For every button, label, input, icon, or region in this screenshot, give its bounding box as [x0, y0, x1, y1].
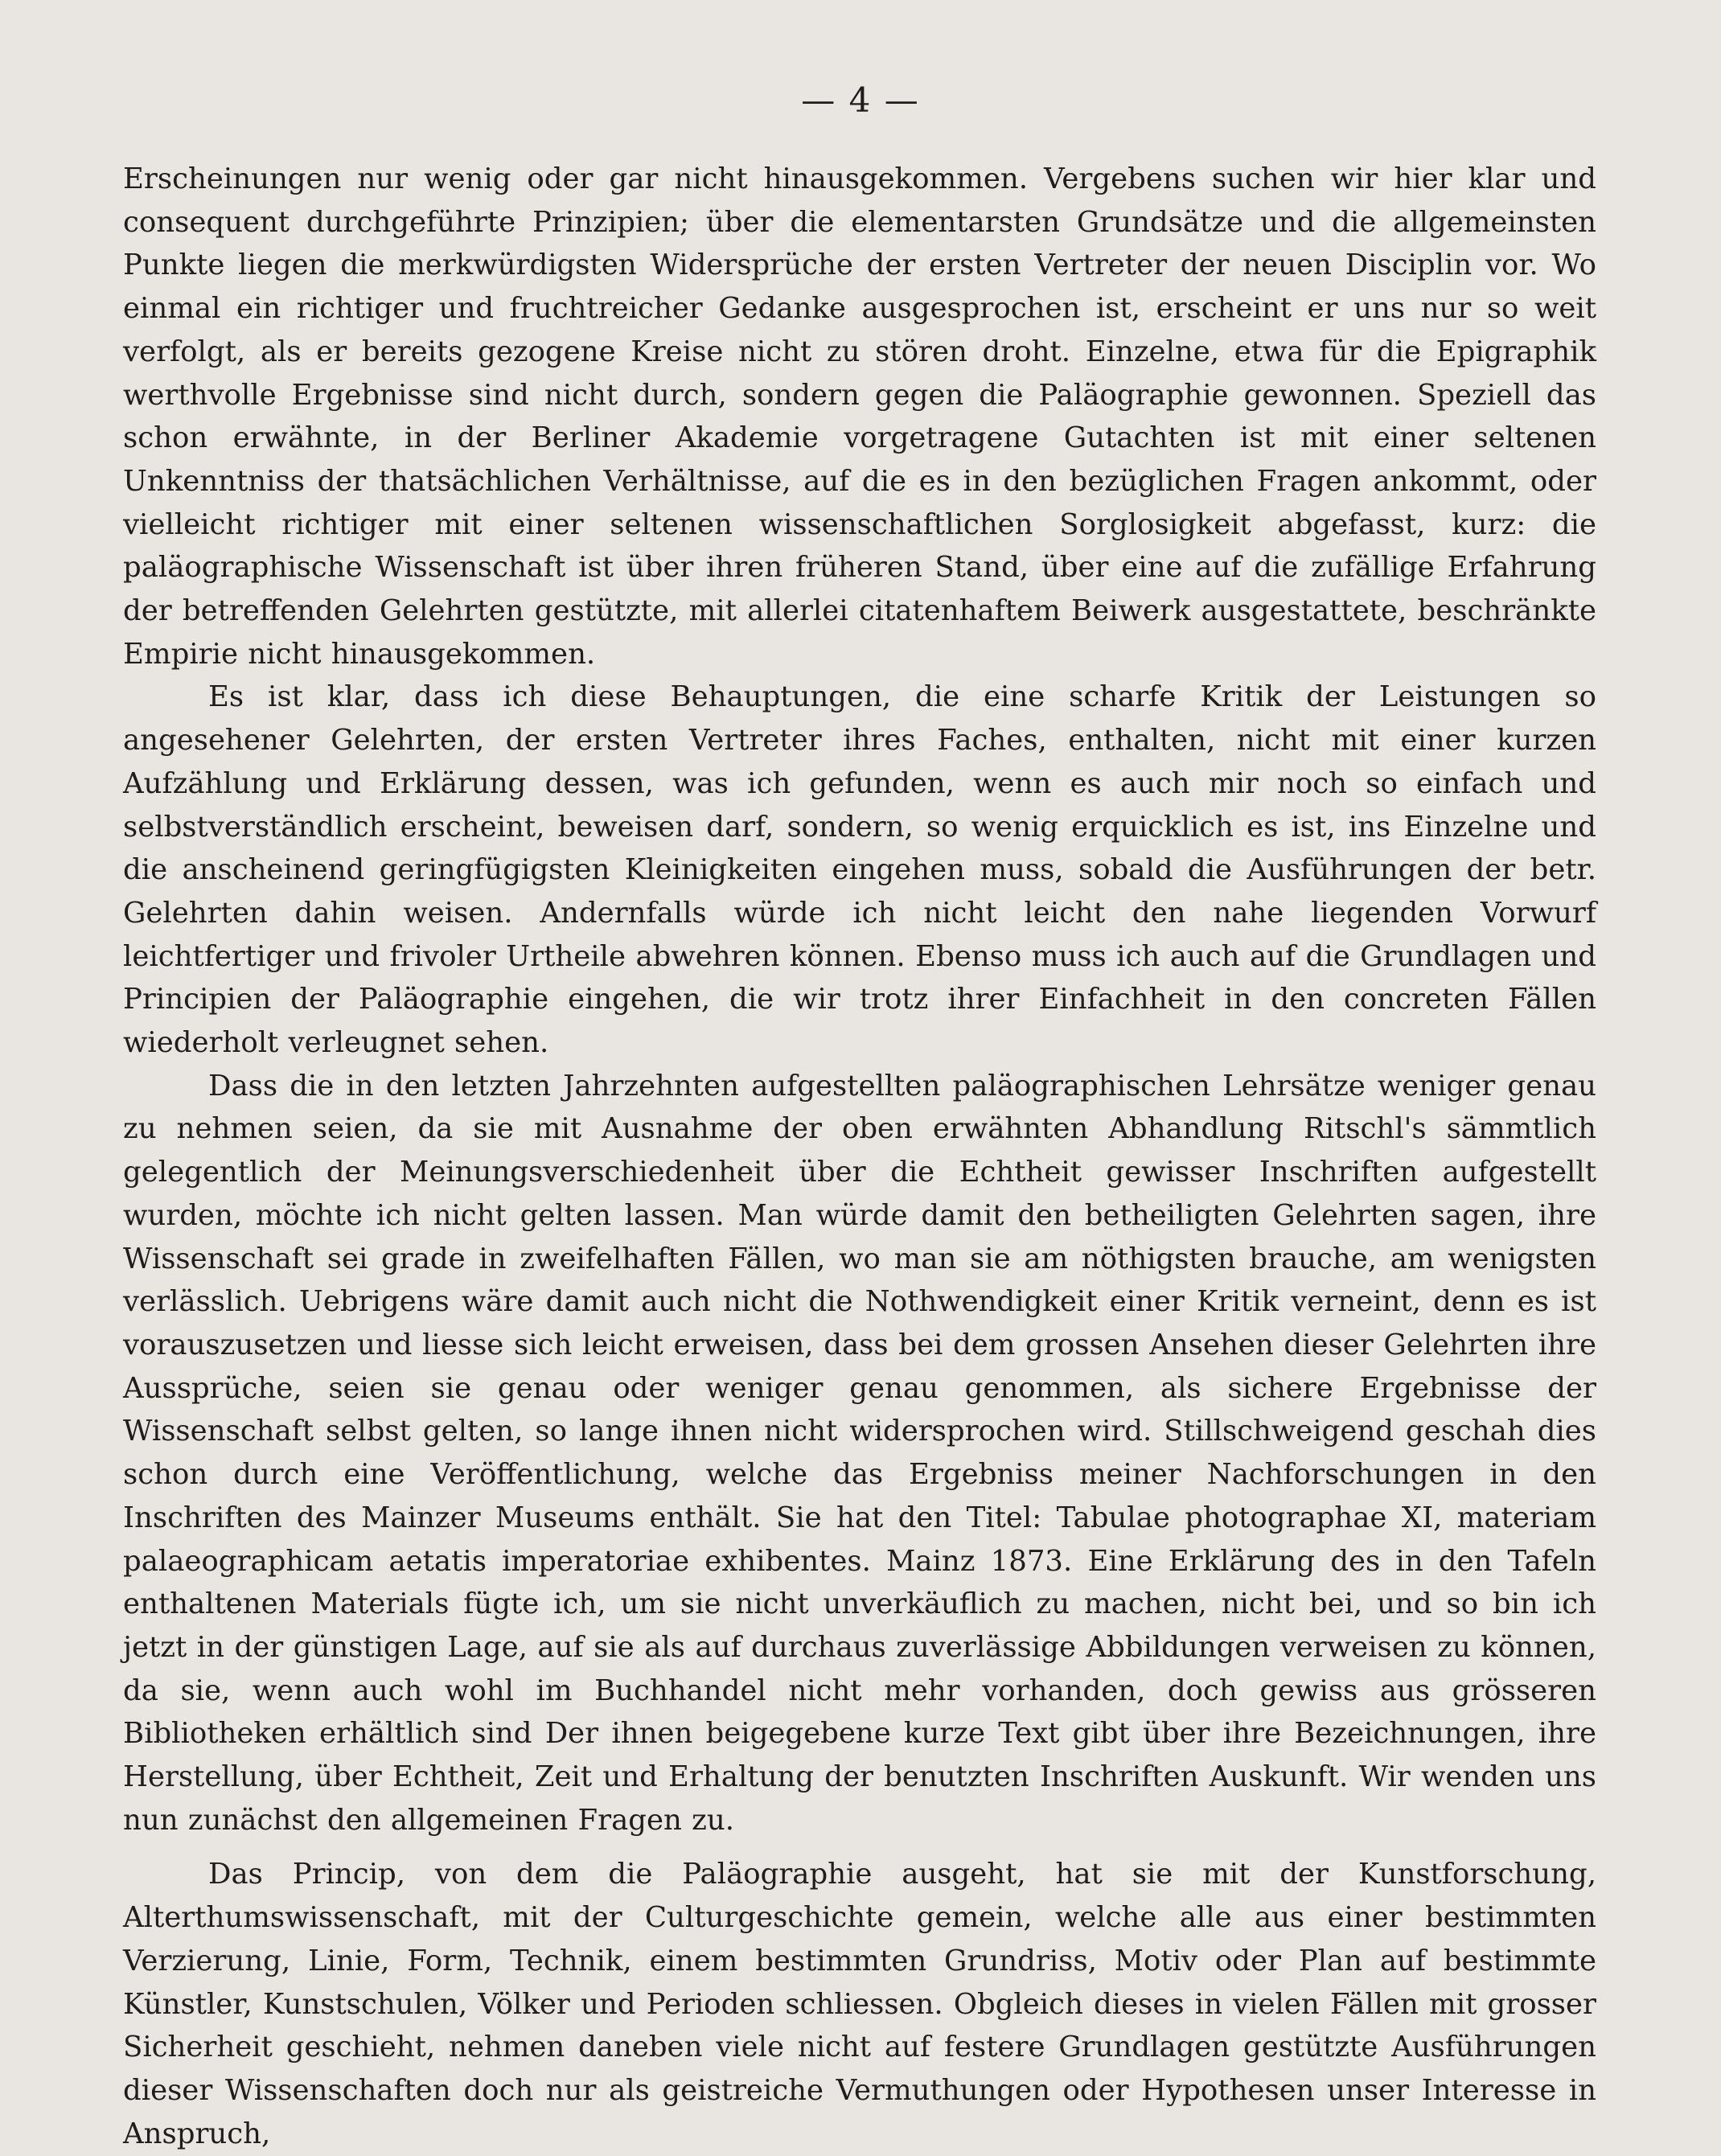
paragraph-3: Dass die in den letzten Jahrzehnten aufgestellten paläographischen Lehrsätze weniger genau zu nehmen seien, da sie mit Ausnahme der oben erwähnten Abhandlung Ritschl's sämmtlich gelegentlich der Meinungsverschiedenheit über die Echtheit gewisser Inschriften aufgestellt wurden, möchte ich nicht gelten lassen. Man würde damit den betheiligten Gelehrten sagen, ihre Wissenschaft sei grade in zweifelhaften Fällen, wo man sie am nöthigsten brauche, am wenigsten verlässlich. Uebrigens wäre damit auch nicht die Nothwendigkeit einer Kritik verneint, denn es ist vorauszusetzen und liesse sich leicht erweisen, dass bei dem grossen Ansehen dieser Gelehrten ihre Aussprüche, seien sie genau oder weniger genau genommen, als sichere Ergebnisse der Wissenschaft selbst gelten, so lange ihnen nicht widersprochen wird. Stillschweigend geschah dies schon durch eine Veröffentlichung, welche das Ergebniss meiner Nachforschungen in den Inschriften des Mainzer Museums enthält. Sie hat den Titel: Tabulae photographae XI, materiam palaeographicam aetatis imperatoriae exhibentes. Mainz 1873. Eine Erklärung des in den Tafeln enthaltenen Materials fügte ich, um sie nicht unverkäuflich zu machen, nicht bei, und so bin ich jetzt in der günstigen Lage, auf sie als auf durchaus zuverlässige Abbildungen verweisen zu können, da sie, wenn auch wohl im Buchhandel nicht mehr vorhanden, doch gewiss aus grösseren Bibliotheken erhältlich sind Der ihnen beigegebene kurze Text gibt über ihre Bezeichnungen, ihre Herstellung, über Echtheit, Zeit und Erhaltung der benutzten Inschriften Auskunft. Wir wenden uns nun zunächst den allgemeinen Fragen zu.: [123, 1069, 1596, 1837]
page-number: — 4 —: [801, 80, 920, 120]
body-text: [123, 158, 1596, 2155]
paragraph-4: Das Princip, von dem die Paläographie ausgeht, hat sie mit der Kunstforschung, Alterthumswissenschaft, mit der Culturgeschichte gemein, welche alle aus einer bestimmten Verzierung, Linie, Form, Technik, einem bestimmten Grundriss, Motiv oder Plan auf bestimmte Künstler, Kunstschulen, Völker und Perioden schliessen. Obgleich dieses in vielen Fällen mit grosser Sicherheit geschieht, nehmen daneben viele nicht auf festere Grundlagen gestützte Ausführungen dieser Wissenschaften doch nur als geistreiche Vermuthungen oder Hypothesen unser Interesse in Anspruch,: [123, 1858, 1596, 2150]
paragraph-1: Erscheinungen nur wenig oder gar nicht hinausgekommen. Vergebens suchen wir hier klar und consequent durchgeführte Prinzipien; über die elementarsten Grundsätze und die allgemeinsten Punkte liegen die merkwürdigsten Widersprüche der ersten Vertreter der neuen Disciplin vor. Wo einmal ein richtiger und fruchtreicher Gedanke ausgesprochen ist, erscheint er uns nur so weit verfolgt, als er bereits gezogene Kreise nicht zu stören droht. Einzelne, etwa für die Epigraphik werthvolle Ergebnisse sind nicht durch, sondern gegen die Paläographie gewonnen. Speziell das schon erwähnte, in der Berliner Akademie vorgetragene Gutachten ist mit einer seltenen Unkenntniss der thatsächlichen Verhältnisse, auf die es in den bezüglichen Fragen ankommt, oder vielleicht richtiger mit einer seltenen wissenschaftlichen Sorglosigkeit abgefasst, kurz: die paläographische Wissenschaft ist über ihren früheren Stand, über eine auf die zufällige Erfahrung der betreffenden Gelehrten gestützte, mit allerlei citatenhaftem Beiwerk ausgestattete, beschränkte Empirie nicht hinausgekommen.: [123, 162, 1596, 671]
paragraph-2: Es ist klar, dass ich diese Behauptungen, die eine scharfe Kritik der Leistungen so angesehener Gelehrten, der ersten Vertreter ihres Faches, enthalten, nicht mit einer kurzen Aufzählung und Erklärung dessen, was ich gefunden, wenn es auch mir noch so einfach und selbstverständlich erscheint, beweisen darf, sondern, so wenig erquicklich es ist, ins Einzelne und die anscheinend geringfügigsten Kleinigkeiten eingehen muss, sobald die Ausführungen der betr. Gelehrten dahin weisen. Andernfalls würde ich nicht leicht den nahe liegenden Vorwurf leichtfertiger und frivoler Urtheile abwehren können. Ebenso muss ich auch auf die Grundlagen und Principien der Paläographie eingehen, die wir trotz ihrer Einfachheit in den concreten Fällen wiederholt verleugnet sehen.: [123, 680, 1596, 1060]
